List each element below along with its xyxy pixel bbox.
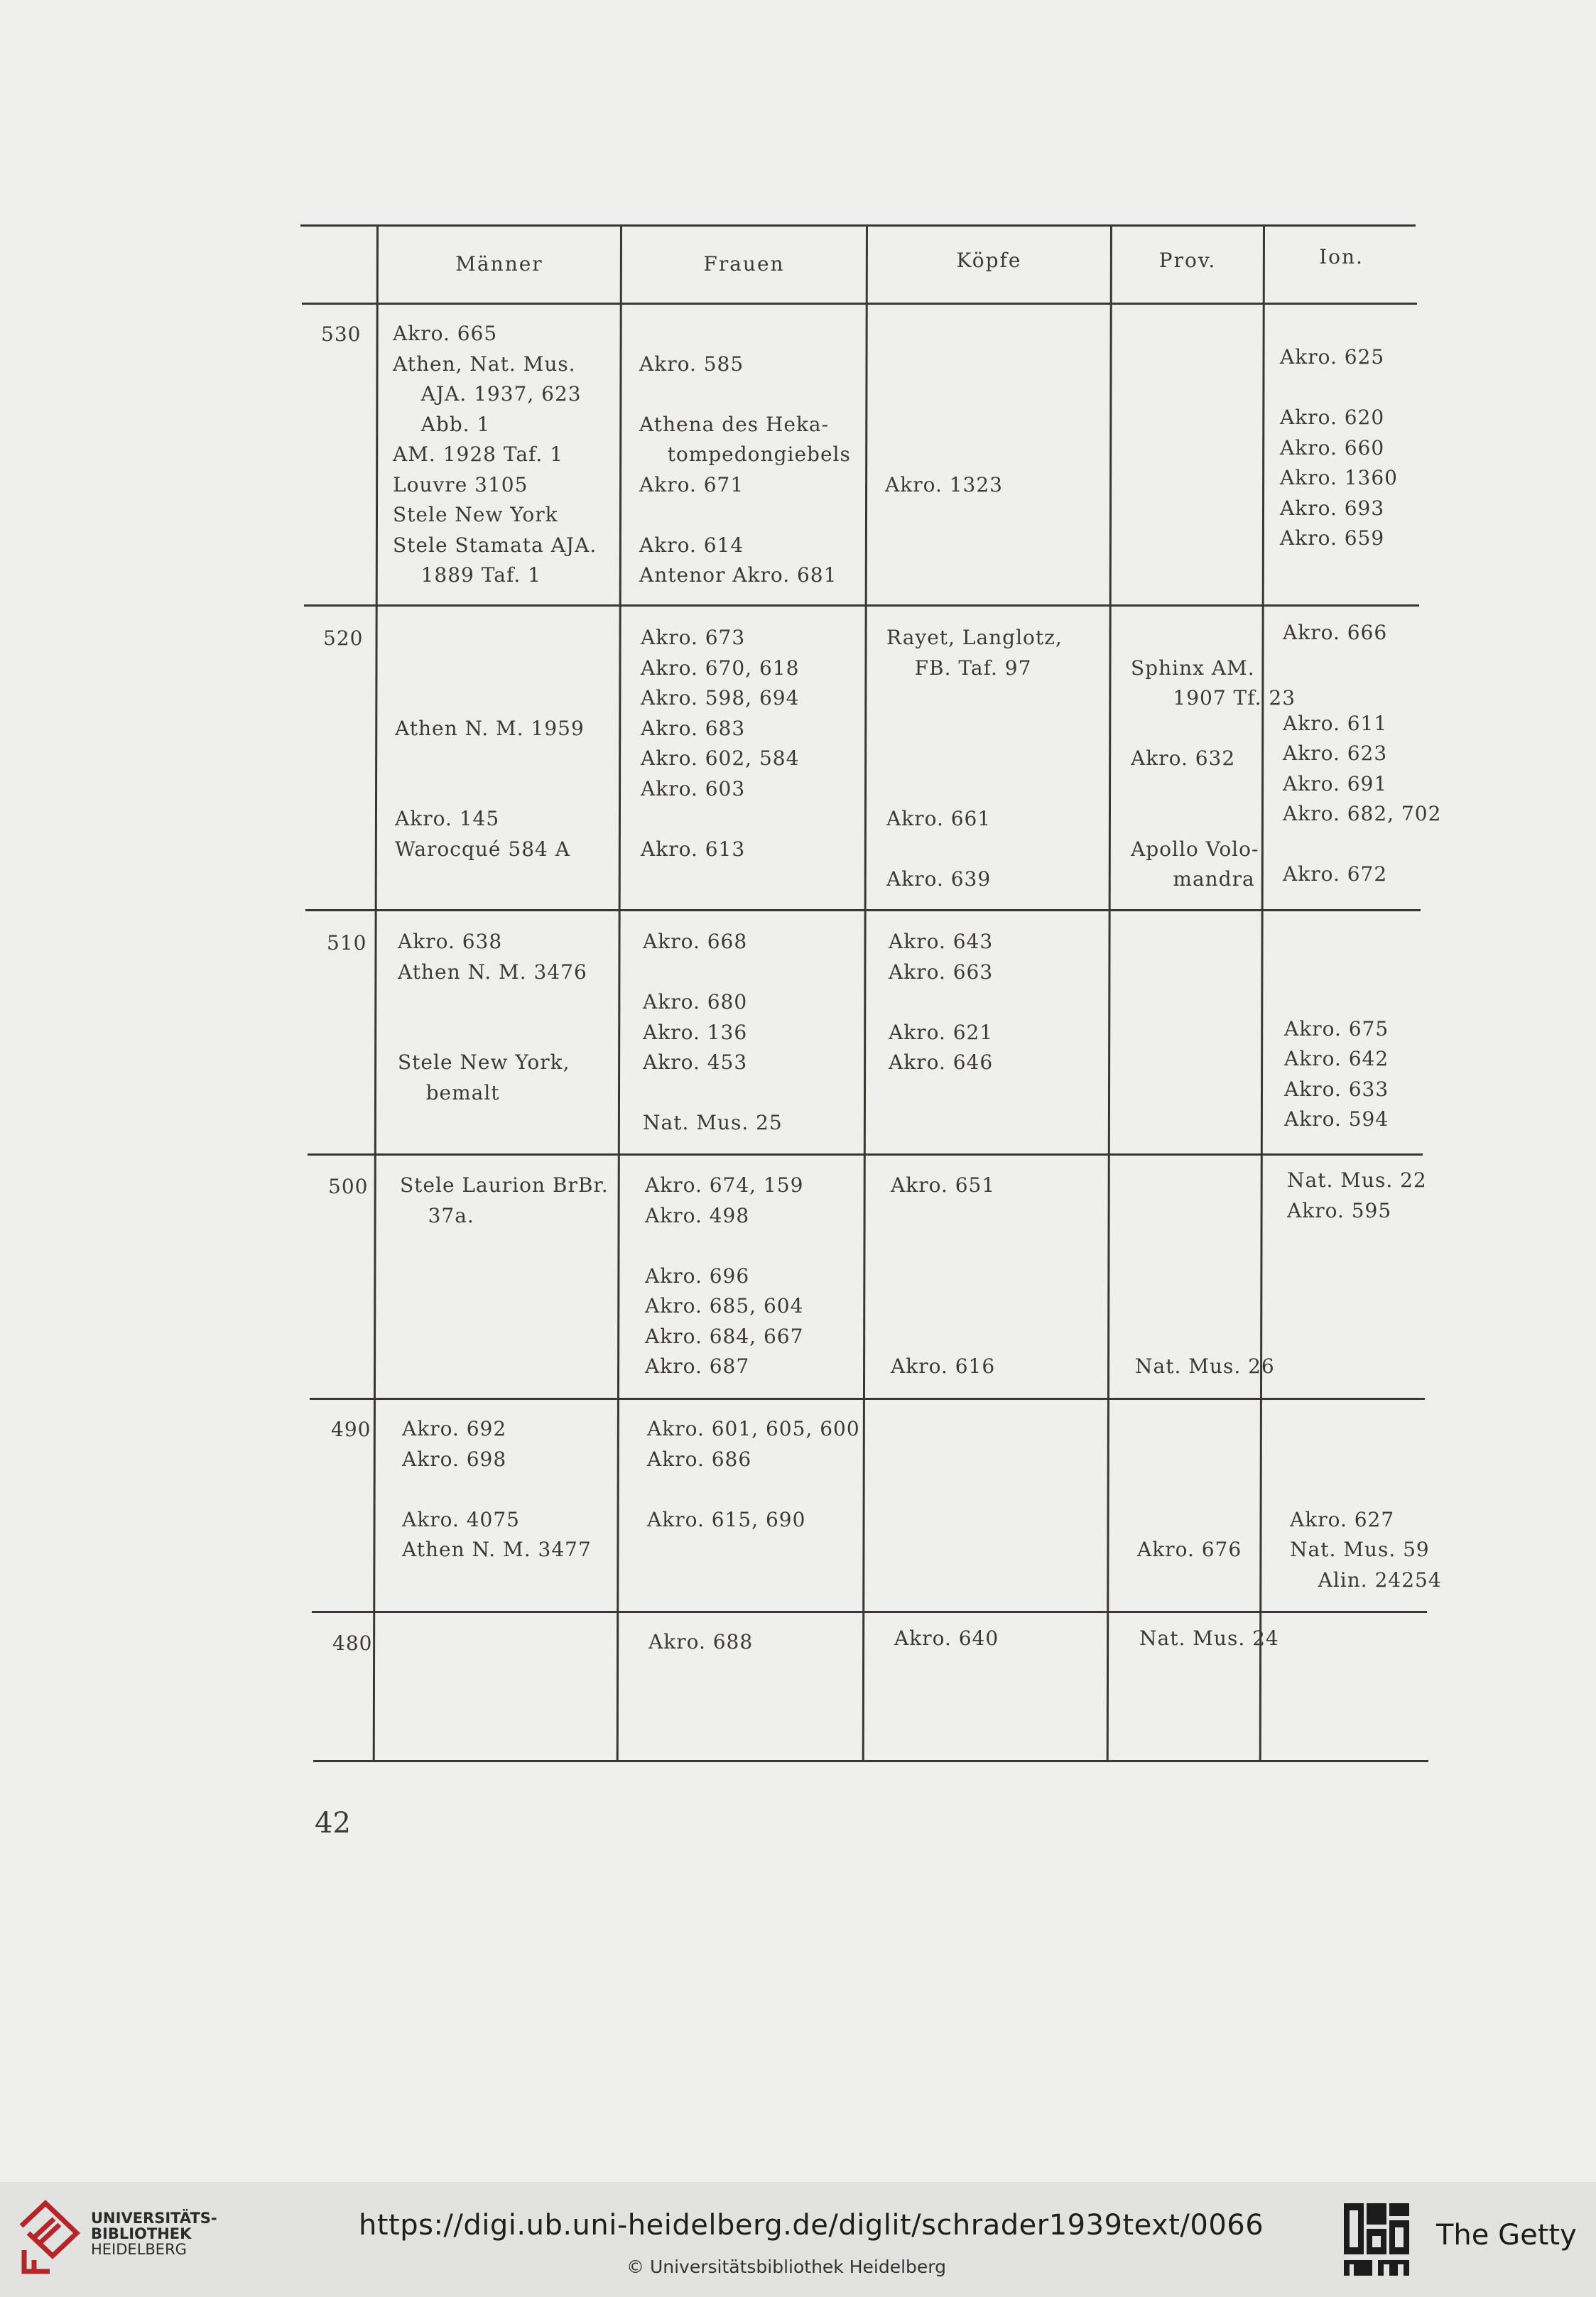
- column-header-koepfe: Köpfe: [956, 249, 1022, 272]
- document-url-link[interactable]: https://digi.ub.uni-heidelberg.de/diglit/schrader1939text/0066: [359, 2209, 1264, 2242]
- library-name-line3: HEIDELBERG: [91, 2241, 187, 2258]
- cell-ion: Akro. 627 Nat. Mus. 59 Alin. 24254: [1290, 1507, 1442, 1592]
- cell-koepfe: Akro. 643 Akro. 663 Akro. 621 Akro. 646: [889, 930, 994, 1074]
- library-logo-icon[interactable]: [17, 2198, 81, 2277]
- cell-maenner: Akro. 638 Athen N. M. 3476 Stele New York, bemalt: [398, 930, 587, 1104]
- viewer-footer: [0, 2182, 1596, 2297]
- table-rule-header: [302, 303, 1417, 305]
- table-column-rule: [1107, 224, 1112, 1761]
- row-year: 510: [327, 931, 367, 955]
- cell-maenner: Akro. 665 Athen, Nat. Mus. AJA. 1937, 623 Abb. 1 AM. 1928 Taf. 1 Louvre 3105 Stele New York Stele Stamata AJA. 1889 Taf. 1: [393, 322, 597, 587]
- cell-ion: Akro. 675 Akro. 642 Akro. 633 Akro. 594: [1284, 1016, 1389, 1131]
- cell-prov: Akro. 676: [1137, 1538, 1242, 1561]
- table-column-rule: [862, 224, 868, 1761]
- getty-logo-icon[interactable]: [1341, 2200, 1412, 2284]
- copyright-notice: © Universitätsbibliothek Heidelberg: [626, 2257, 947, 2277]
- cell-ion: Akro. 625 Akro. 620 Akro. 660 Akro. 1360 Akro. 693 Akro. 659: [1280, 345, 1398, 550]
- table-rule-top: [300, 224, 1416, 227]
- row-year: 500: [328, 1175, 369, 1198]
- cell-frauen: Akro. 668 Akro. 680 Akro. 136 Akro. 453 Nat. Mus. 25: [643, 930, 783, 1134]
- library-name-line1: UNIVERSITÄTS-: [91, 2210, 217, 2227]
- table-rule-row: [304, 604, 1419, 607]
- cell-frauen: Akro. 585 Athena des Heka- tompedongiebels Akro. 671 Akro. 614 Antenor Akro. 681: [639, 352, 851, 587]
- cell-maenner: Akro. 692 Akro. 698 Akro. 4075 Athen N. M. 3477: [402, 1417, 592, 1561]
- page-number: 42: [315, 1807, 351, 1840]
- partner-name: The Getty: [1436, 2219, 1577, 2252]
- cell-prov: Sphinx AM. 1907 Tf. 23 Akro. 632 Apollo Volo- mandra: [1131, 656, 1296, 891]
- row-year: 520: [323, 626, 364, 650]
- cell-ion: Akro. 666 Akro. 611 Akro. 623 Akro. 691 Akro. 682, 702 Akro. 672: [1283, 621, 1442, 886]
- table-rule-row: [310, 1398, 1425, 1400]
- cell-frauen: Akro. 688: [648, 1630, 754, 1653]
- cell-ion: Nat. Mus. 22 Akro. 595: [1287, 1168, 1427, 1222]
- cell-frauen: Akro. 673 Akro. 670, 618 Akro. 598, 694 Akro. 683 Akro. 602, 584 Akro. 603 Akro. 613: [641, 626, 800, 861]
- column-header-maenner: Männer: [455, 252, 543, 276]
- library-name-line2: BIBLIOTHEK: [91, 2225, 192, 2242]
- cell-koepfe: Akro. 640: [894, 1627, 999, 1650]
- cell-prov: Nat. Mus. 24: [1139, 1627, 1279, 1650]
- cell-koepfe: Akro. 1323: [885, 472, 1003, 496]
- row-year: 490: [331, 1418, 371, 1441]
- cell-koepfe: Akro. 651 Akro. 616: [891, 1173, 996, 1378]
- cell-frauen: Akro. 674, 159 Akro. 498 Akro. 696 Akro. 685, 604 Akro. 684, 667 Akro. 687: [645, 1173, 804, 1378]
- table-column-rule: [617, 224, 622, 1761]
- cell-maenner: Stele Laurion BrBr. 37a.: [400, 1173, 609, 1227]
- cell-koepfe: Rayet, Langlotz, FB. Taf. 97 Akro. 661 Akro. 639: [886, 626, 1063, 891]
- table-column-rule: [1259, 224, 1265, 1761]
- row-year: 530: [321, 322, 362, 346]
- column-header-ion: Ion.: [1319, 245, 1364, 268]
- cell-prov: Nat. Mus. 26: [1135, 1354, 1275, 1378]
- column-header-prov: Prov.: [1158, 249, 1217, 272]
- cell-maenner: Athen N. M. 1959 Akro. 145 Warocqué 584 A: [395, 716, 585, 861]
- row-year: 480: [332, 1631, 373, 1655]
- table-rule-row: [305, 909, 1421, 911]
- column-header-frauen: Frauen: [703, 252, 785, 276]
- table-column-rule: [373, 224, 379, 1761]
- cell-frauen: Akro. 601, 605, 600 Akro. 686 Akro. 615, 690: [647, 1417, 860, 1531]
